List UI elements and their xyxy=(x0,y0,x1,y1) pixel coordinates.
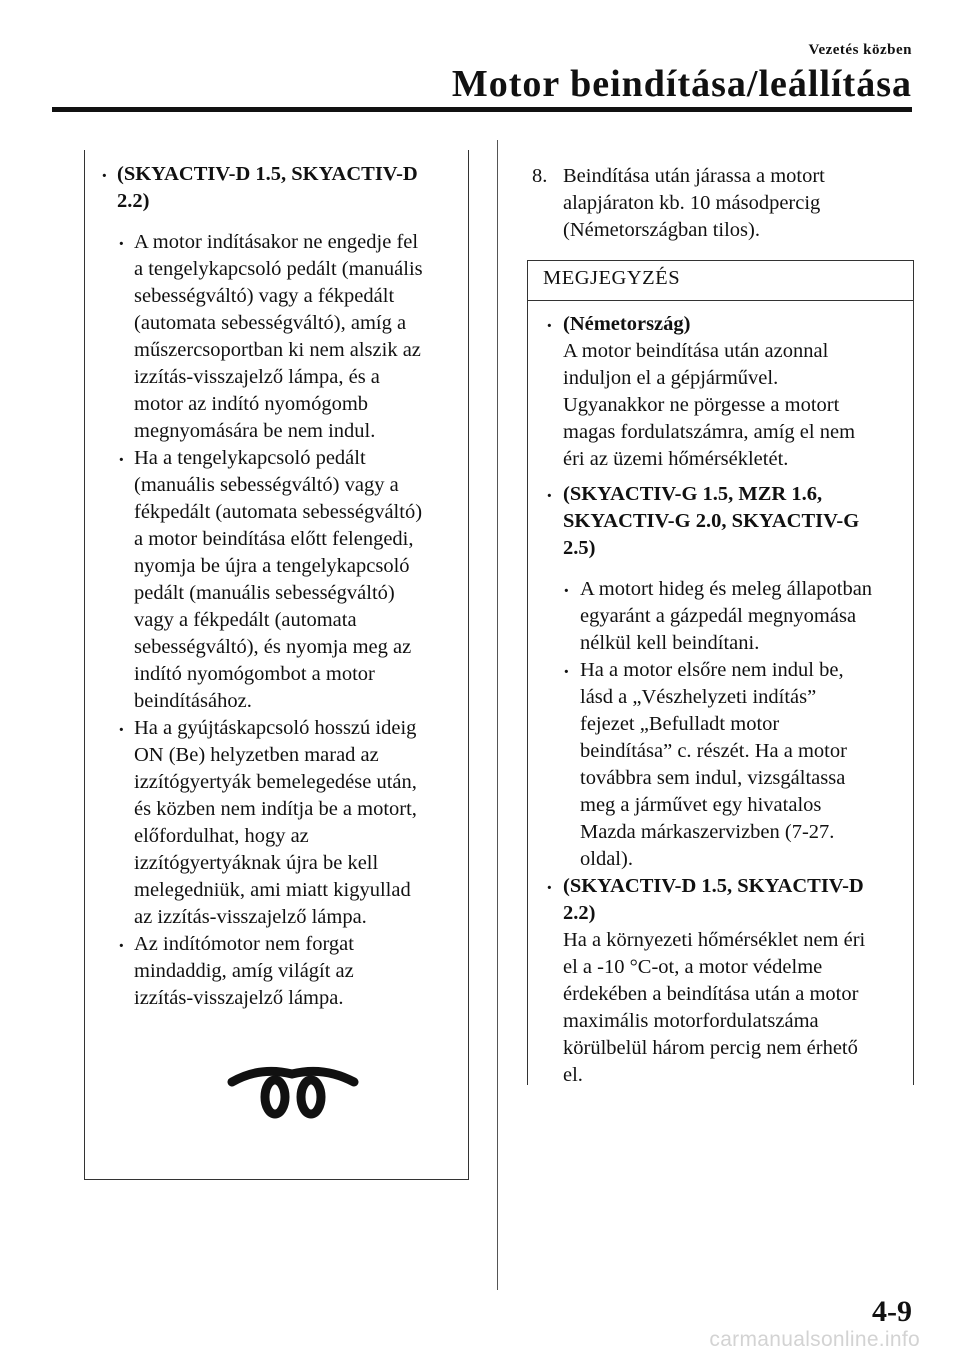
left-bullet-2-line: a motor beindítása előtt felengedi, xyxy=(134,528,414,550)
note-germany-line: induljon el a gépjárművel. xyxy=(563,367,779,389)
page-title: Motor beindítása/leállítása xyxy=(451,63,912,105)
step-line: (Németországban tilos). xyxy=(563,219,760,241)
note-header-rule xyxy=(527,300,914,301)
left-heading-line: 2.2) xyxy=(117,190,150,212)
left-bullet-2-line: Ha a tengelykapcsoló pedált xyxy=(134,447,366,469)
note-skyg-bullet-2-line: lásd a „Vészhelyzeti indítás” xyxy=(580,686,817,708)
left-bullet-1-line: megnyomására be nem indul. xyxy=(134,420,376,442)
note-germany-line: magas fordulatszámra, amíg el nem xyxy=(563,421,856,443)
note-skyd-heading: (SKYACTIV-D 1.5, SKYACTIV-D xyxy=(563,875,864,897)
left-bullet-2-line: indító nyomógombot a motor xyxy=(134,663,375,685)
left-bullet-2-line: beindításához. xyxy=(134,690,252,712)
left-bullet-1-line: motor az indító nyomógomb xyxy=(134,393,369,415)
section-label: Vezetés közben xyxy=(808,42,912,58)
glow-plug-indicator-icon xyxy=(226,1060,361,1122)
left-bullet-3-line: előfordulhat, hogy az xyxy=(134,825,309,847)
left-bullet-3-line: izzítógyertyák bemelegedése után, xyxy=(134,771,417,793)
note-skyd-line: Ha a környezeti hőmérséklet nem éri xyxy=(563,929,866,951)
step-line: Beindítása után járassa a motort xyxy=(563,165,825,187)
bullet-dot: · xyxy=(101,165,108,187)
left-bullet-2-line: pedált (manuális sebességváltó) xyxy=(134,582,395,604)
note-skyg-bullet-1-line: A motort hideg és meleg állapotban xyxy=(580,578,873,600)
note-skyg-bullet-2-line: meg a járművet egy hivatalos xyxy=(580,794,822,816)
note-germany-line: éri az üzemi hőmérsékletét. xyxy=(563,448,789,470)
note-germany-heading: (Németország) xyxy=(563,313,691,335)
page-number: 4-9 xyxy=(872,1295,912,1328)
watermark: carmanualsonline.info xyxy=(709,1328,920,1351)
note-title: MEGJEGYZÉS xyxy=(543,267,681,289)
title-rule xyxy=(52,107,912,112)
note-skyg-bullet-2-line: fejezet „Befulladt motor xyxy=(580,713,780,735)
left-bullet-4-line: izzítás-visszajelző lámpa. xyxy=(134,987,344,1009)
step-number: 8. xyxy=(532,165,548,187)
note-skyg-heading: 2.5) xyxy=(563,537,596,559)
left-bullet-2-line: sebességváltó), és nyomja meg az xyxy=(134,636,412,658)
left-bullet-2-line: vagy a fékpedált (automata xyxy=(134,609,357,631)
note-skyg-bullet-2-line: beindítása” c. részét. Ha a motor xyxy=(580,740,847,762)
bullet-dot: · xyxy=(118,719,125,741)
left-bullet-1-line: a tengelykapcsoló pedált (manuális xyxy=(134,258,423,280)
note-skyg-bullet-2-line: továbbra sem indul, vizsgáltassa xyxy=(580,767,846,789)
note-box xyxy=(527,260,914,1085)
note-germany-line: A motor beindítása után azonnal xyxy=(563,340,829,362)
bullet-dot: · xyxy=(118,233,125,255)
note-skyd-line: körülbelül három percig nem érhető xyxy=(563,1037,858,1059)
bullet-dot: · xyxy=(563,661,570,683)
left-bullet-3-line: izzítógyertyáknak újra be kell xyxy=(134,852,379,874)
note-skyd-line: érdekében a beindítása után a motor xyxy=(563,983,859,1005)
left-bullet-1-line: (automata sebességváltó), amíg a xyxy=(134,312,407,334)
left-bullet-3-line: az izzítás-visszajelző lámpa. xyxy=(134,906,367,928)
left-bullet-1-line: műszercsoportban ki nem alszik az xyxy=(134,339,421,361)
left-bullet-3-line: melegedniük, ami miatt kigyullad xyxy=(134,879,411,901)
note-skyd-heading: 2.2) xyxy=(563,902,596,924)
left-bullet-2-line: (manuális sebességváltó) vagy a xyxy=(134,474,399,496)
bullet-dot: · xyxy=(546,877,553,899)
left-bullet-4-line: Az indítómotor nem forgat xyxy=(134,933,354,955)
left-bullet-3-line: ON (Be) helyzetben marad az xyxy=(134,744,379,766)
left-bullet-2-line: fékpedált (automata sebességváltó) xyxy=(134,501,423,523)
note-skyd-line: el a -10 °C-ot, a motor védelme xyxy=(563,956,823,978)
left-bullet-1-line: A motor indításakor ne engedje fel xyxy=(134,231,419,253)
note-skyg-bullet-1-line: nélkül kell beindítani. xyxy=(580,632,760,654)
bullet-dot: · xyxy=(546,315,553,337)
left-bullet-4-line: mindaddig, amíg világít az xyxy=(134,960,354,982)
note-skyg-bullet-1-line: egyaránt a gázpedál megnyomása xyxy=(580,605,857,627)
bullet-dot: · xyxy=(118,935,125,957)
left-bullet-1-line: sebességváltó) vagy a fékpedált xyxy=(134,285,395,307)
left-bullet-2-line: nyomja be újra a tengelykapcsoló xyxy=(134,555,410,577)
left-bullet-1-line: izzítás-visszajelző lámpa, és a xyxy=(134,366,380,388)
left-bullet-3-line: Ha a gyújtáskapcsoló hosszú ideig xyxy=(134,717,417,739)
note-skyg-heading: (SKYACTIV-G 1.5, MZR 1.6, xyxy=(563,483,823,505)
note-germany-line: Ugyanakkor ne pörgesse a motort xyxy=(563,394,840,416)
bullet-dot: · xyxy=(118,449,125,471)
note-skyd-line: el. xyxy=(563,1064,583,1086)
bullet-dot: · xyxy=(546,485,553,507)
note-skyg-bullet-2-line: Mazda márkaszervizben (7-27. xyxy=(580,821,835,843)
left-bullet-3-line: és közben nem indítja be a motort, xyxy=(134,798,417,820)
left-info-box xyxy=(84,150,469,1180)
note-skyg-bullet-2-line: Ha a motor elsőre nem indul be, xyxy=(580,659,844,681)
note-skyg-heading: SKYACTIV-G 2.0, SKYACTIV-G xyxy=(563,510,860,532)
note-skyg-bullet-2-line: oldal). xyxy=(580,848,633,870)
left-heading-line: (SKYACTIV-D 1.5, SKYACTIV-D xyxy=(117,163,418,185)
note-skyd-line: maximális motorfordulatszáma xyxy=(563,1010,819,1032)
step-line: alapjáraton kb. 10 másodpercig xyxy=(563,192,821,214)
bullet-dot: · xyxy=(563,580,570,602)
column-divider xyxy=(497,140,498,1290)
